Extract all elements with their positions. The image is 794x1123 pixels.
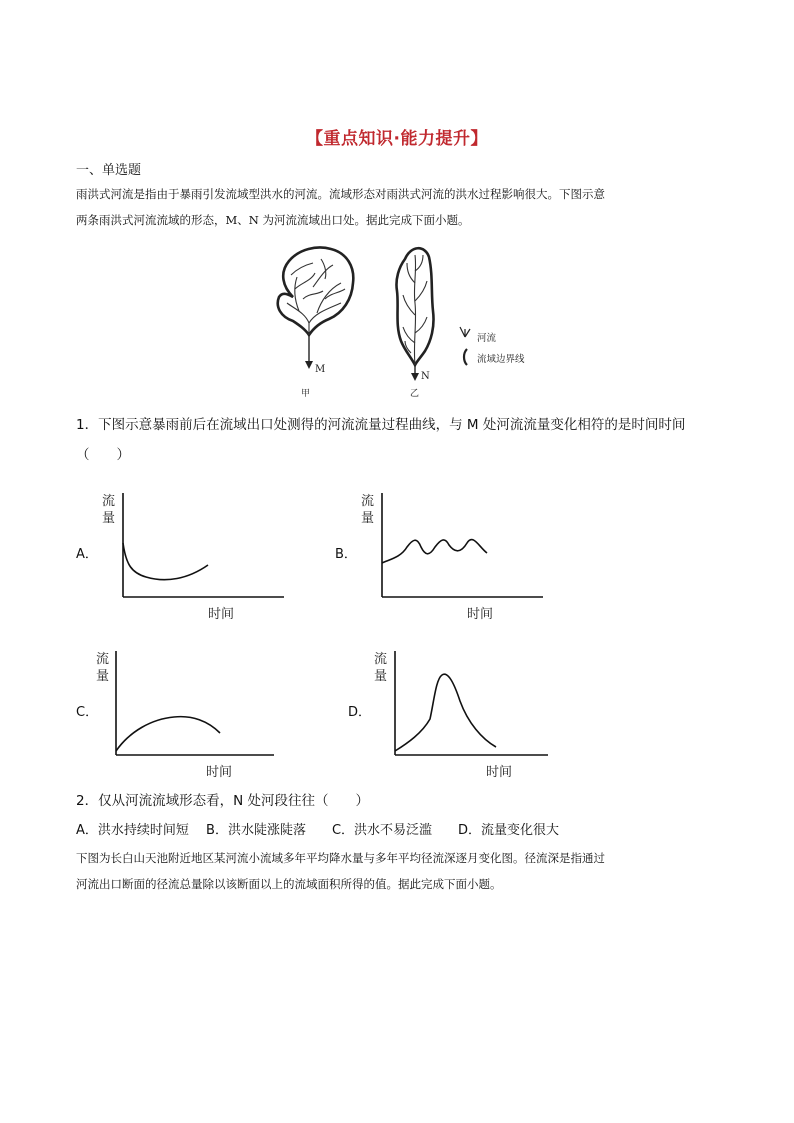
legend-boundary-icon bbox=[464, 349, 467, 365]
question-2-text: 2．仅从河流流域形态看，N 处河段往往（ ） bbox=[76, 793, 369, 809]
basin-jia-boundary bbox=[278, 248, 354, 336]
question-2-options: A．洪水持续时间短 B．洪水陡涨陡落 C．洪水不易泛滥 D．流量变化很大 bbox=[76, 823, 560, 838]
legend-boundary-label: 流域边界线 bbox=[477, 354, 525, 365]
outlet-n-label: N bbox=[421, 371, 430, 382]
page-title: 【重点知识·能力提升】 bbox=[306, 129, 488, 149]
option-d-label: D． bbox=[348, 705, 372, 720]
graph-a-ylabel-2: 量 bbox=[102, 511, 116, 526]
graph-c-ylabel-1: 流 bbox=[96, 652, 110, 667]
intro2-line-2: 河流出口断面的径流总量除以该断面以上的流域面积所得的值。据此完成下面小题。 bbox=[76, 877, 502, 891]
outlet-m-label: M bbox=[315, 364, 326, 375]
option-b-label: B． bbox=[335, 547, 357, 562]
graph-d-ylabel-1: 流 bbox=[374, 652, 388, 667]
graph-d-curve bbox=[395, 674, 496, 751]
basin-yi-rivers bbox=[403, 255, 427, 365]
graph-a-xlabel: 时间 bbox=[208, 607, 235, 622]
intro-paragraph bbox=[76, 181, 736, 233]
graph-b bbox=[355, 485, 585, 625]
legend-river-icon bbox=[460, 327, 470, 337]
graph-a-ylabel-1: 流 bbox=[102, 494, 116, 509]
graph-c-xlabel: 时间 bbox=[206, 765, 233, 780]
graph-d bbox=[368, 643, 598, 783]
intro-line-2: 两条雨洪式河流流域的形态，M、N 为河流流域出口处。据此完成下面小题。 bbox=[76, 213, 470, 227]
graph-d-ylabel-2: 量 bbox=[374, 669, 388, 684]
basin-label-jia: 甲 bbox=[301, 389, 311, 398]
graph-d-xlabel: 时间 bbox=[486, 765, 513, 780]
intro2-line-1: 下图为长白山天池附近地区某河流小流域多年平均降水量与多年平均径流深逐月变化图。径流深是指通过 bbox=[76, 851, 605, 865]
graph-b-ylabel-2: 量 bbox=[361, 511, 375, 526]
intro2-paragraph bbox=[76, 845, 736, 897]
graph-b-ylabel-1: 流 bbox=[361, 494, 375, 509]
option-c-label: C． bbox=[76, 705, 99, 720]
graph-b-curve bbox=[382, 540, 487, 564]
graph-a bbox=[96, 485, 326, 625]
graph-c-curve bbox=[116, 717, 220, 751]
graph-c-ylabel-2: 量 bbox=[96, 669, 110, 684]
basin-figure bbox=[255, 243, 545, 398]
graph-b-xlabel: 时间 bbox=[467, 607, 494, 622]
legend-river-label: 河流 bbox=[477, 333, 497, 344]
question-1-paren: （ ） bbox=[76, 447, 130, 463]
graph-c bbox=[96, 643, 326, 783]
intro-line-1: 雨洪式河流是指由于暴雨引发流域型洪水的河流。流域形态对雨洪式河流的洪水过程影响很大。下图示意 bbox=[76, 187, 605, 201]
option-a-label: A． bbox=[76, 547, 98, 562]
basin-label-yi: 乙 bbox=[410, 389, 420, 398]
graph-a-curve bbox=[123, 543, 208, 580]
section-heading: 一、单选题 bbox=[76, 163, 142, 178]
question-1-text: 1．下图示意暴雨前后在流域出口处测得的河流流量过程曲线，与 M 处河流流量变化相符的是时间时间 bbox=[76, 417, 686, 433]
